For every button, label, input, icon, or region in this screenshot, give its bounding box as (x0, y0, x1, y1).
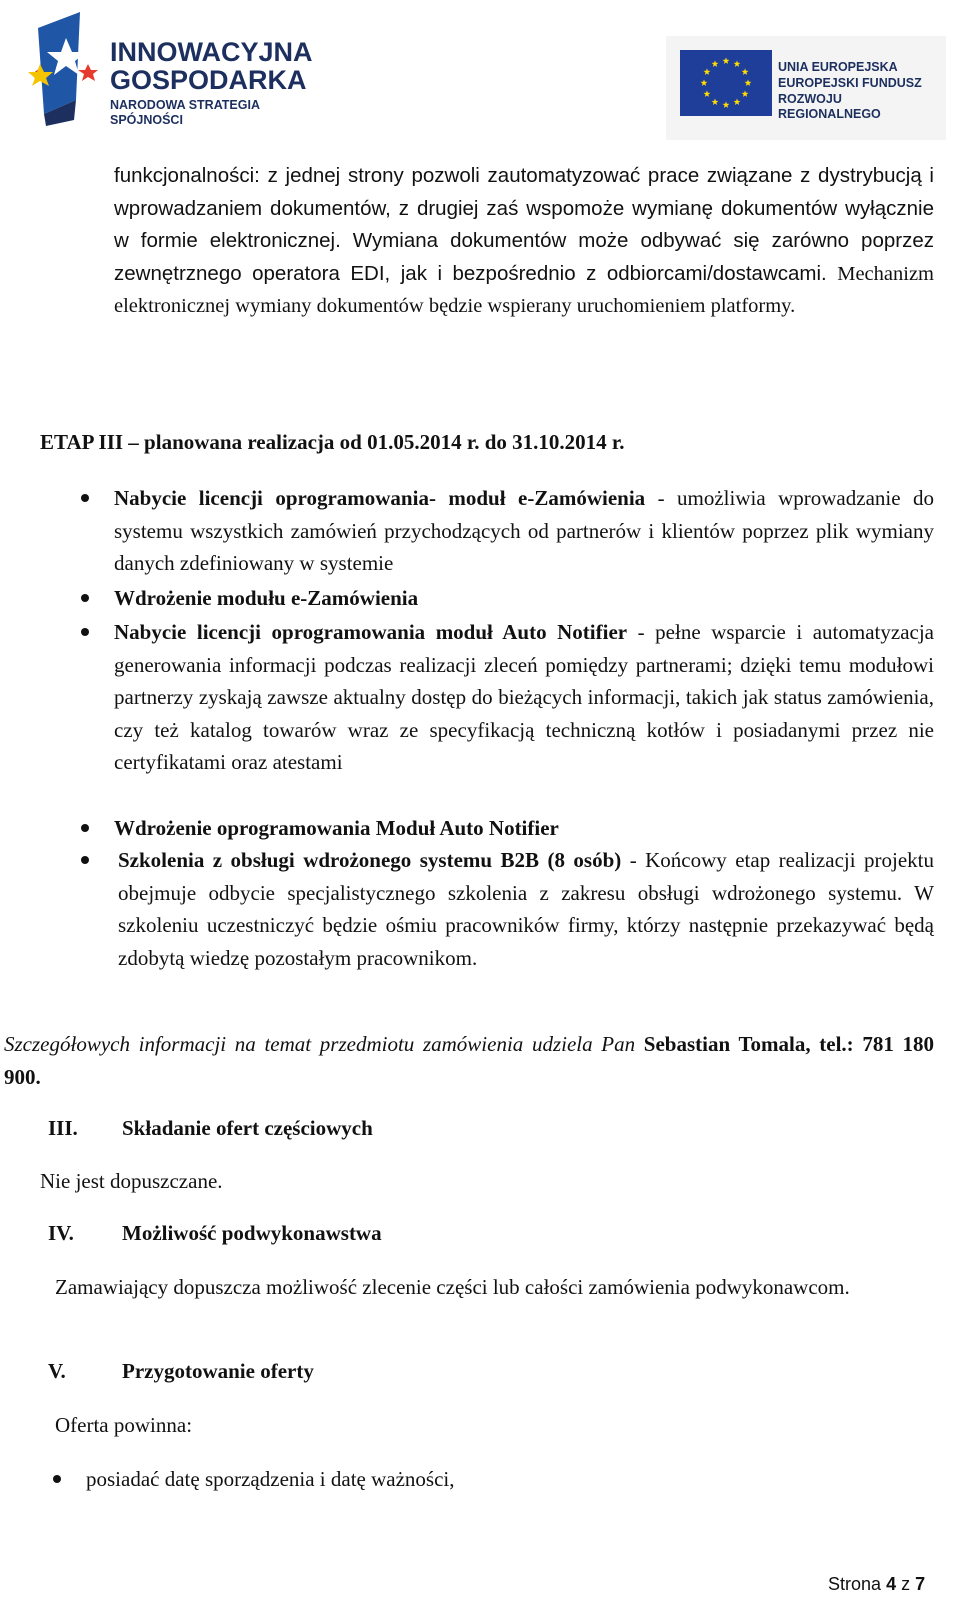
list-item-bold: Nabycie licencji oprogramowania- moduł e-Zamówienia (114, 486, 646, 510)
section-5-title: Przygotowanie oferty (122, 1359, 314, 1383)
intro-text-2: Mechanizm elektronicznej wymiany dokumentów będzie wspierany uruchomieniem platformy. (114, 262, 934, 318)
bullet-icon (53, 1475, 61, 1483)
footer-sep: z (901, 1574, 911, 1594)
list-item (114, 482, 934, 580)
eu-flag-icon (680, 50, 772, 116)
eu-logo-line2: EUROPEJSKI FUNDUSZ (778, 76, 922, 90)
list-item-bold: Wdrożenie modułu e-Zamówienia (114, 586, 419, 610)
list-item-bold: Szkolenia z obsługi wdrożonego systemu B2B (8 osób) (118, 848, 622, 872)
list-item (114, 582, 934, 615)
list-item-bold: Wdrożenie oprogramowania Moduł Auto Notifier (114, 816, 559, 840)
eu-logo (666, 36, 946, 140)
section-3-title: Składanie ofert częściowych (122, 1116, 373, 1140)
section-4-number: IV. (48, 1221, 74, 1245)
bullet-icon (81, 856, 89, 864)
list-item-text: posiadać datę sporządzenia i datę ważności, (86, 1467, 455, 1491)
list-item-text: - Końcowy etap realizacji projektu obejmuje odbycie specjalistycznego szkolenia z zakresu obsługi wdrożonego systemu. W szkoleniu uczestniczyć będzie ośmiu pracowników firmy, którzy następnie przekazywać będą zdobytą wiedzę pozostałym pracownikom. (118, 848, 934, 970)
footer-current-page: 4 (886, 1574, 897, 1594)
bullet-icon (81, 494, 89, 502)
bullet-icon (81, 628, 89, 636)
footer-total-pages: 7 (915, 1574, 926, 1594)
section-3-number: III. (48, 1116, 78, 1140)
list-item (118, 844, 934, 974)
eu-logo-line3: ROZWOJU REGIONALNEGO (778, 92, 881, 121)
logo-line3: NARODOWA STRATEGIA SPÓJNOŚCI (110, 98, 260, 127)
list-item-bold: Nabycie licencji oprogramowania moduł Auto Notifier (114, 620, 628, 644)
contact-name-phone: Sebastian Tomala, tel.: 781 180 900. (4, 1032, 934, 1089)
list-item (86, 1463, 926, 1496)
flag-stars-icon (28, 8, 118, 126)
intro-text: funkcjonalności: z jednej strony pozwoli zautomatyzować prace związane z dystrybucją i wprowadzaniem dokumentów, z drugiej zaś wspomoże wymianę dokumentów wyłącznie w formie elektronicznej. Wymiana dokumentów może odbywać się zarówno poprzez zewnętrznego operatora EDI, jak i bezpośrednio z odbiorcami/dostawcami. (114, 164, 934, 285)
section-5-number: V. (48, 1359, 66, 1383)
intro-paragraph (114, 160, 934, 323)
etap-title: ETAP III – planowana realizacja od 01.05.2014 r. do 31.10.2014 r. (40, 430, 625, 454)
contact-italic: Szczegółowych informacji na temat przedmiotu zamówienia udziela Pan (4, 1032, 636, 1056)
footer-label: Strona (828, 1574, 882, 1594)
contact-paragraph (4, 1028, 934, 1093)
list-item (114, 812, 934, 845)
bullet-icon (81, 594, 89, 602)
list-item (114, 616, 934, 779)
logo-line2: GOSPODARKA (110, 65, 307, 95)
section-4-title: Możliwość podwykonawstwa (122, 1221, 382, 1245)
list-item-text: - umożliwia wprowadzanie do systemu wszystkich zamówień przychodzących od partnerów i klientów poprzez plik wymiany danych zdefiniowany w systemie (114, 486, 934, 576)
page-footer (828, 1574, 925, 1595)
eu-logo-line1: UNIA EUROPEJSKA (778, 60, 898, 74)
logo-line1: INNOWACYJNA (110, 37, 313, 67)
bullet-icon (81, 824, 89, 832)
section-4-text: Zamawiający dopuszcza możliwość zlecenie części lub całości zamówienia podwykonawcom. (55, 1275, 850, 1299)
list-item-text: - pełne wsparcie i automatyzacja generowania informacji podczas realizacji zleceń pomiędzy partnerami; dzięki temu modułowi partnerzy zyskają zawsze aktualny dostęp do bieżących informacji, takich jak status zamówienia, czy też katalog towarów wraz ze specyfikacją techniczną kotłów i posiadanymi przez nie certyfikatami oraz atestami (114, 620, 934, 775)
section-5-text: Oferta powinna: (55, 1413, 193, 1437)
innowacyjna-gospodarka-logo (28, 8, 328, 128)
section-3-text: Nie jest dopuszczane. (40, 1169, 223, 1193)
